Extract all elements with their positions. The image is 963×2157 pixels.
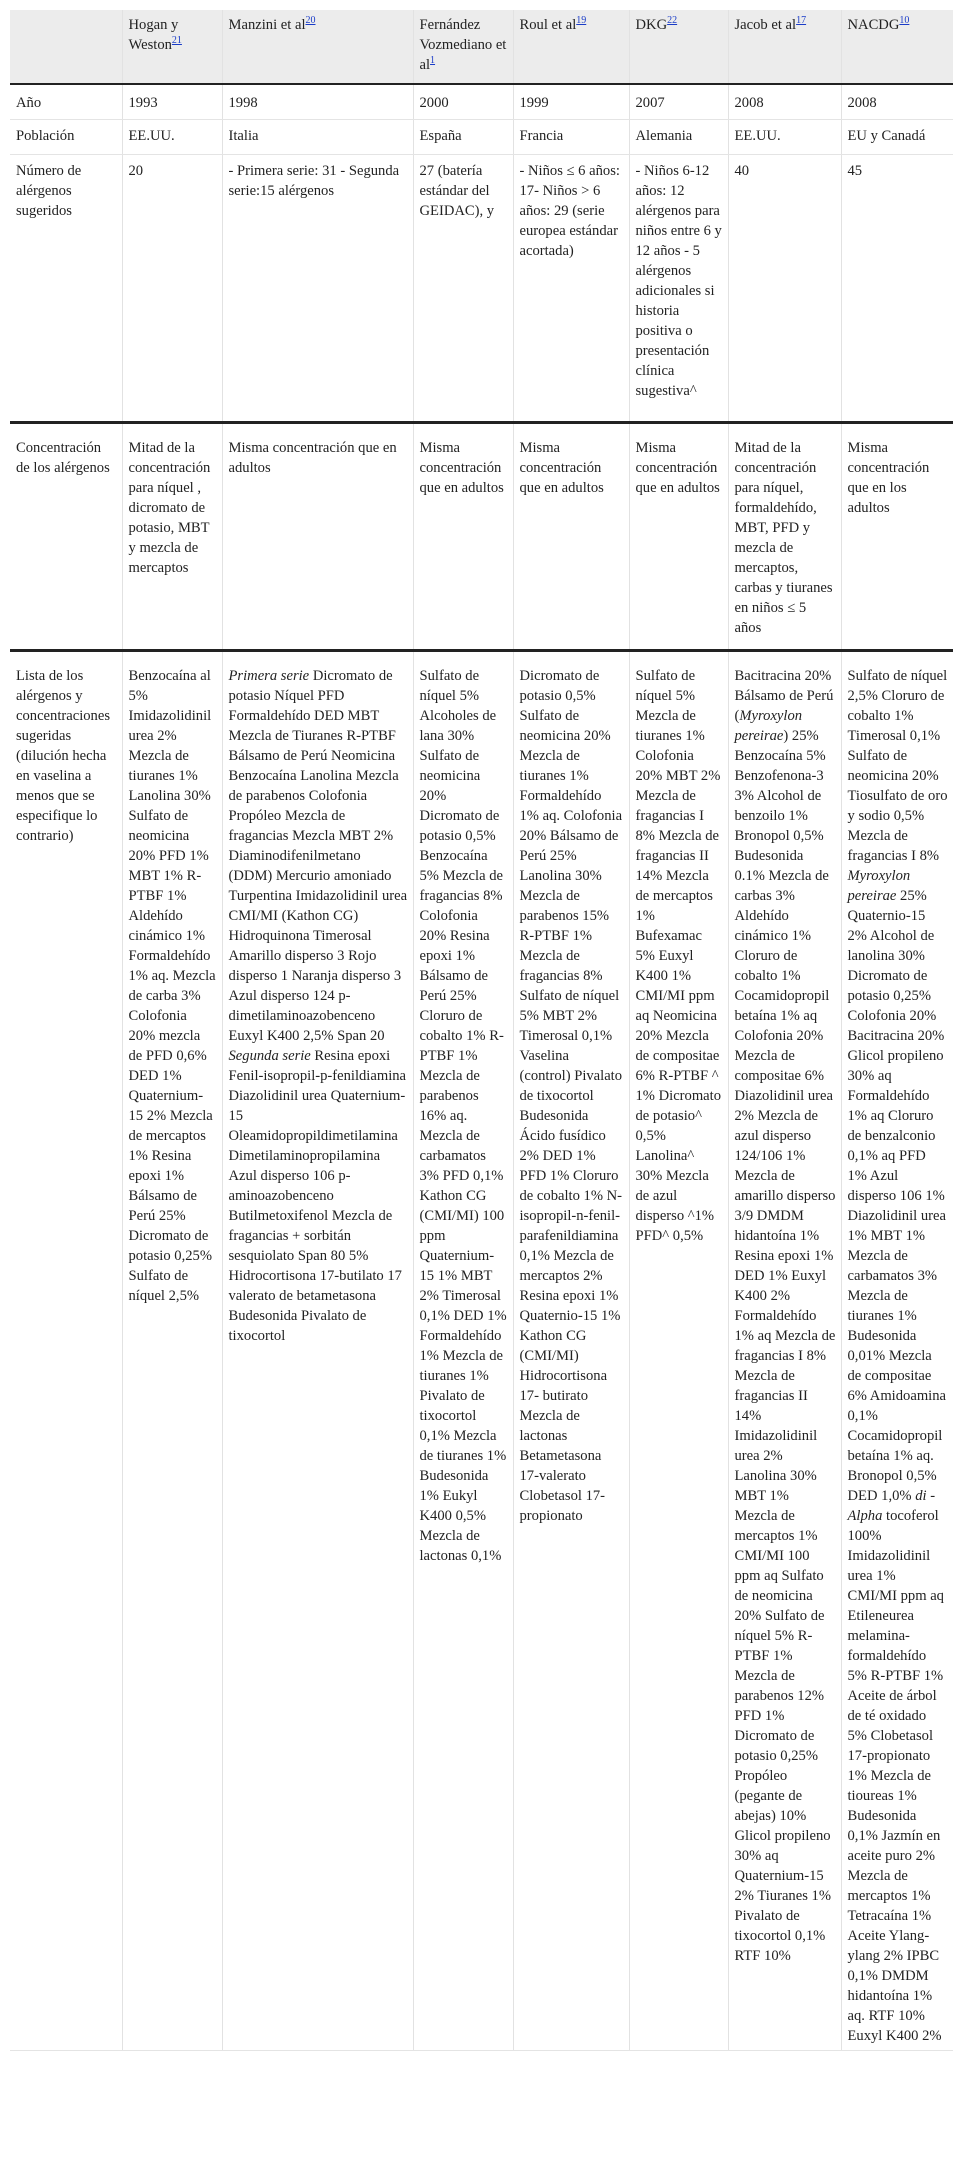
- table-cell: [728, 651, 841, 2051]
- header-manzini: [222, 10, 413, 84]
- list-text: ) 25% Benzocaína 5% Benzofenona-3 3% Alcohol de benzoilo 1% Bronopol 0,5% Budesonida 0.1% Mezcla de carbas 3% Aldehído cinámico 1% Cloruro de cobalto 1% Cocamidopropil betaína 1% aq Colofonia 20% Mezcla de compositae 6% Diazolidinil urea 2% Mezcla de azul disperso 124/106 1% Mezcla de amarillo disperso 3/9 DMDM hidantoína 1% Resina epoxi 1% DED 1% Euxyl K400 2% Formaldehído 1% aq Mezcla de fragancias I 8% Mezcla de fragancias II 14% Imidazolidinil urea 2% Lanolina 30% MBT 1% Mezcla de mercaptos 1% CMI/MI 100 ppm aq Sulfato de neomicina 20% Sulfato de níquel 5% R-PTBF 1% Mezcla de parabenos 12% PFD 1% Dicromato de potasio 0,25% Propóleo (pegante de abejas) 10% Glicol propileno 30% aq Quaternium-15 2% Tiuranes 1% Pivalato de tixocortol 0,1% RTF 10%: [734, 728, 836, 1964]
- table-cell: Sulfato de níquel 5% Alcoholes de lana 30% Sulfato de neomicina 20% Dicromato de potasio 0,5% Benzocaína 5% Mezcla de fragancias 8% Colofonia 20% Resina epoxi 1% Bálsamo de Perú 25% Cloruro de cobalto 1% R-PTBF 1% Mezcla de parabenos 16% aq. Mezcla de carbamatos 3% PFD 0,1% Kathon CG (CMI/MI) 100 ppm Quaternium-15 1% MBT 2% Timerosal 0,1% DED 1% Formaldehído 1% Mezcla de tiuranes 1% Pivalato de tixocortol 0,1% Mezcla de tiuranes 1% Budesonida 1% Eukyl K400 0,5% Mezcla de lactonas 0,1%: [413, 651, 513, 2051]
- table-cell: Mitad de la concentración para níquel , dicromato de potasio, MBT y mezcla de mercaptos: [122, 423, 222, 651]
- table-row-allergen-list: [10, 651, 953, 2051]
- tocopherol-name: di -Alpha: [847, 1488, 936, 1524]
- header-hogan: [122, 10, 222, 84]
- header-nacdg: [841, 10, 953, 84]
- series-text: Dicromato de potasio Níquel PFD Formaldehído DED MBT Mezcla de Tiuranes R-PTBF Bálsamo de Perú Neomicina Benzocaína Lanolina Mezcla de parabenos Colofonia Propóleo Mezcla de fragancias Mezcla MBT 2% Diaminodifenilmetano (DDM) Mercurio amoniado Turpentina Imidazolidinil urea CMI/MI (Kathon CG) Hidroquinona Timerosal Amarillo disperso 3 Rojo disperso 1 Naranja disperso 3 Azul disperso 124 p-dimetilaminoazobenceno Euxyl K400 2,5% Span 20: [228, 668, 408, 1044]
- table-row-concentration: [10, 423, 953, 651]
- row-label: Número de alérgenos sugeridos: [10, 155, 122, 423]
- table-cell: España: [413, 120, 513, 155]
- header-empty: [10, 10, 122, 84]
- table-cell: - Primera serie: 31 - Segunda serie:15 alérgenos: [222, 155, 413, 423]
- table-cell: Benzocaína al 5% Imidazolidinil urea 2% Mezcla de tiuranes 1% Lanolina 30% Sulfato de neomicina 20% PFD 1% MBT 1% R-PTBF 1% Aldehído cinámico 1% Formaldehído 1% aq. Mezcla de carba 3% Colofonia 20% mezcla de PFD 0,6% DED 1% Quaternium-15 2% Mezcla de mercaptos 1% Resina epoxi 1% Bálsamo de Perú 25% Dicromato de potasio 0,25% Sulfato de níquel 2,5%: [122, 651, 222, 2051]
- table-cell: Alemania: [629, 120, 728, 155]
- table-cell: Sulfato de níquel 5% Mezcla de tiuranes 1% Colofonia 20% MBT 2% Mezcla de fragancias I 8% Mezcla de fragancias II 14% Mezcla de mercaptos 1% Bufexamac 5% Euxyl K400 1% CMI/MI ppm aq Neomicina 20% Mezcla de compositae 6% R-PTBF ^ 1% Dicromato de potasio^ 0,5% Lanolina^ 30% Mezcla de azul disperso ^1% PFD^ 0,5%: [629, 651, 728, 2051]
- table-row-population: [10, 120, 953, 155]
- header-row: [10, 10, 953, 84]
- table-cell: Misma concentración que en adultos: [513, 423, 629, 651]
- table-cell: EU y Canadá: [841, 120, 953, 155]
- row-label: Año: [10, 84, 122, 120]
- table-cell: 1993: [122, 84, 222, 120]
- row-label: Concentración de los alérgenos: [10, 423, 122, 651]
- table-cell: Dicromato de potasio 0,5% Sulfato de neomicina 20% Mezcla de tiuranes 1% Formaldehído 1% aq. Colofonia 20% Bálsamo de Perú 25% Lanolina 30% Mezcla de parabenos 15% R-PTBF 1% Mezcla de fragancias 8% Sulfato de níquel 5% MBT 2% Timerosal 0,1% Vaselina (control) Pivalato de tixocortol Budesonida Ácido fusídico 2% DED 1% PFD 1% Cloruro de cobalto 1% N-isopropil-n-fenil-parafenildiamina 0,1% Mezcla de mercaptos 2% Resina epoxi 1% Quaternio-15 1% Kathon CG (CMI/MI) Hidrocortisona 17- butirato Mezcla de lactonas Betametasona 17-valerato Clobetasol 17-propionato: [513, 651, 629, 2051]
- table-cell: [841, 651, 953, 2051]
- series-text: Resina epoxi Fenil-isopropil-p-fenildiamina Diazolidinil urea Quaternium-15 Oleamidopropildimetilamina Dimetilaminopropilamina Azul disperso 106 p-aminoazobenceno Butilmetoxifenol Mezcla de fragancias + sorbitán sesquiolato Span 80 5% Hidrocortisona 17-butilato 17 valerato de betametasona Budesonida Pivalato de tixocortol: [228, 1048, 407, 1344]
- table-cell: 1999: [513, 84, 629, 120]
- header-label: Manzini et al: [228, 17, 306, 33]
- table-cell: EE.UU.: [122, 120, 222, 155]
- allergen-comparison-table: [10, 10, 953, 2051]
- header-label: Roul et al: [519, 17, 577, 33]
- list-text: tocoferol 100% Imidazolidinil urea 1% CMI/MI ppm aq Etileneurea melamina-formaldehído 5% R-PTBF 1% Aceite de árbol de té oxidado 5% Clobetasol 17-propionato 1% Mezcla de tioureas 1% Budesonida 0,1% Jazmín en aceite puro 2% Mezcla de mercaptos 1% Tetracaína 1% Aceite Ylang-ylang 2% IPBC 0,1% DMDM hidantoína 1% aq. RTF 10% Euxyl K400 2%: [847, 1508, 944, 2044]
- table-cell: Misma concentración que en los adultos: [841, 423, 953, 651]
- header-jacob: [728, 10, 841, 84]
- header-label: Fernández Vozmediano et al: [419, 17, 507, 73]
- table-row-num-allergens: [10, 155, 953, 423]
- table-cell: Misma concentración que en adultos: [629, 423, 728, 651]
- species-name: Myroxylon pereirae: [734, 708, 803, 744]
- reference-link[interactable]: 10: [899, 15, 910, 27]
- table-cell: 40: [728, 155, 841, 423]
- header-label: NACDG: [847, 17, 900, 33]
- table-row-year: [10, 84, 953, 120]
- list-text: Bacitracina 20% Bálsamo de Perú (: [734, 668, 834, 724]
- reference-link[interactable]: 1: [430, 55, 436, 67]
- reference-link[interactable]: 21: [171, 35, 182, 47]
- species-name: Myroxylon pereirae: [847, 868, 911, 904]
- header-label: DKG: [635, 17, 668, 33]
- table-cell: 2000: [413, 84, 513, 120]
- header-roul: [513, 10, 629, 84]
- header-label: Hogan y Weston: [128, 17, 179, 53]
- reference-link[interactable]: 22: [667, 15, 678, 27]
- series-title: Segunda serie: [228, 1048, 311, 1064]
- table-cell: Mitad de la concentración para níquel, formaldehído, MBT, PFD y mezcla de mercaptos, carbas y tiuranes en niños ≤ 5 años: [728, 423, 841, 651]
- reference-link[interactable]: 19: [576, 15, 587, 27]
- table-cell: 20: [122, 155, 222, 423]
- header-label: Jacob et al: [734, 17, 797, 33]
- table-cell: EE.UU.: [728, 120, 841, 155]
- table-cell: 2007: [629, 84, 728, 120]
- row-label: Lista de los alérgenos y concentraciones sugeridas (dilución hecha en vaselina a menos que se especifique lo contrario): [10, 651, 122, 2051]
- table-cell: - Niños ≤ 6 años: 17- Niños > 6 años: 29 (serie europea estándar acortada): [513, 155, 629, 423]
- table-cell: Misma concentración que en adultos: [222, 423, 413, 651]
- reference-link[interactable]: 17: [796, 15, 807, 27]
- list-text: Sulfato de níquel 2,5% Cloruro de cobalto 1% Timerosal 0,1% Sulfato de neomicina 20% Tiosulfato de oro y sodio 0,5% Mezcla de fragancias I 8%: [847, 668, 948, 864]
- reference-link[interactable]: 20: [305, 15, 316, 27]
- table-cell: 45: [841, 155, 953, 423]
- table-cell: 1998: [222, 84, 413, 120]
- table-cell: - Niños 6-12 años: 12 alérgenos para niños entre 6 y 12 años - 5 alérgenos adicionales si historia positiva o presentación clínica sugestiva^: [629, 155, 728, 423]
- series-title: Primera serie: [228, 668, 310, 684]
- table-cell: Italia: [222, 120, 413, 155]
- header-dkg: [629, 10, 728, 84]
- table-cell: Francia: [513, 120, 629, 155]
- table-cell: [222, 651, 413, 2051]
- table-cell: 27 (batería estándar del GEIDAC), y: [413, 155, 513, 423]
- table-cell: 2008: [728, 84, 841, 120]
- row-label: Población: [10, 120, 122, 155]
- header-fernandez: [413, 10, 513, 84]
- list-text: 25% Quaternio-15 2% Alcohol de lanolina 30% Dicromato de potasio 0,25% Colofonia 20% Bacitracina 20% Glicol propileno 30% aq Formaldehído 1% aq Cloruro de benzalconio 0,1% aq PFD 1% Azul disperso 106 1% Diazolidinil urea 1% MBT 1% Mezcla de carbamatos 3% Mezcla de tiuranes 1% Budesonida 0,01% Mezcla de compositae 6% Amidoamina 0,1% Cocamidopropil betaína 1% aq. Bronopol 0,5% DED 1,0%: [847, 888, 946, 1504]
- table-cell: Misma concentración que en adultos: [413, 423, 513, 651]
- table-cell: 2008: [841, 84, 953, 120]
